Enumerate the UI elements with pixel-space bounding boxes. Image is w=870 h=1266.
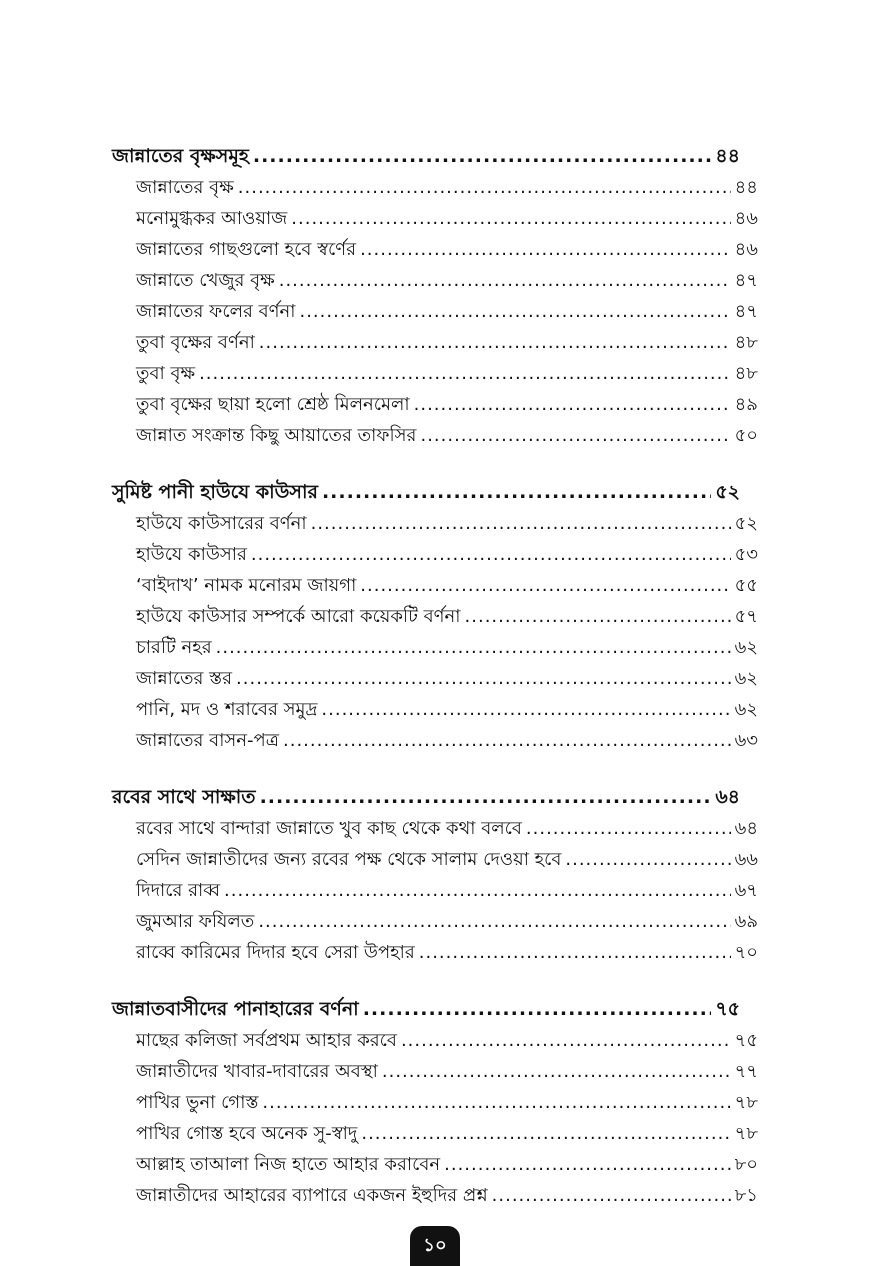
section-heading-title: জান্নাতবাসীদের পানাহারের বর্ণনা (112, 998, 359, 1020)
toc-entry-title: হাউযে কাউসার (136, 544, 247, 565)
section-heading-page: ৭৫ (715, 998, 740, 1020)
toc-entry (136, 539, 758, 570)
section-heading-title: জান্নাতের বৃক্ষসমূহ (112, 145, 249, 167)
toc-entry (136, 508, 758, 539)
dot-leader (382, 1056, 731, 1087)
toc-entry-page: ৪৬ (734, 208, 758, 229)
toc-entry-page: ৪৭ (734, 270, 758, 291)
dot-leader (291, 203, 730, 234)
section-heading (112, 994, 740, 1025)
toc-entry-title: ‘বাইদাখ’ নামক মনোরম জায়গা (136, 575, 357, 596)
dot-leader (299, 296, 730, 327)
dot-leader (361, 1118, 730, 1149)
page-number: ১০ (410, 1226, 460, 1266)
toc-entry-title: জান্নাতের ফলের বর্ণনা (136, 301, 296, 322)
toc-section (112, 141, 762, 451)
dot-leader (363, 994, 712, 1025)
dot-leader (401, 1025, 731, 1056)
section-heading (112, 141, 740, 172)
toc-entry-title: জান্নাতের গাছগুলো হবে স্বর্ণের (136, 239, 357, 260)
toc-entry (136, 172, 758, 203)
dot-leader (321, 694, 730, 725)
toc-entry (136, 937, 758, 968)
section-heading-title: সুমিষ্ট পানী হাউযে কাউসার (112, 481, 318, 503)
toc-entry (136, 1056, 758, 1087)
toc-entry-page: ৪৮ (734, 332, 758, 353)
toc-entry-page: ৬২ (734, 699, 758, 720)
toc-entry-page: ৬৪ (734, 818, 758, 839)
toc-entry-page: ৭৭ (734, 1061, 758, 1082)
toc-section (112, 782, 762, 968)
toc-entry (136, 1149, 758, 1180)
toc-entry-title: দিদারে রাব্ব (136, 880, 221, 901)
section-heading (112, 782, 740, 813)
toc-entry-title: মনোমুগ্ধকর আওয়াজ (136, 208, 288, 229)
section-heading-title: রবের সাথে সাক্ষাত (112, 786, 256, 808)
dot-leader (360, 234, 731, 265)
dot-leader (444, 1149, 730, 1180)
toc-entry-page: ৬৬ (734, 849, 758, 870)
toc-entry-title: জান্নাতীদের খাবার-দাবারের অবস্থা (136, 1061, 378, 1082)
dot-leader (311, 508, 731, 539)
toc-entry (136, 296, 758, 327)
toc-entry-title: জান্নাতীদের আহারের ব্যাপারে একজন ইহুদির প্রশ্ন (136, 1185, 488, 1206)
toc-entry-page: ৪৯ (734, 394, 758, 415)
dot-leader (465, 601, 731, 632)
toc-entry-title: রাব্বে কারিমের দিদার হবে সেরা উপহার (136, 942, 415, 963)
toc-entry-page: ৭৫ (734, 1030, 758, 1051)
toc-entry (136, 327, 758, 358)
toc-entry-page: ৬২ (734, 637, 758, 658)
toc-entry (136, 813, 758, 844)
dot-leader (565, 844, 730, 875)
toc-entry-title: মাছের কলিজা সর্বপ্রথম আহার করবে (136, 1030, 397, 1051)
toc-entry-title: জান্নাত সংক্রান্ত কিছু আয়াতের তাফসির (136, 425, 417, 446)
dot-leader (251, 539, 731, 570)
dot-leader (283, 725, 731, 756)
toc-entry (136, 1118, 758, 1149)
toc-entry-page: ৪৬ (734, 239, 758, 260)
toc-entry (136, 725, 758, 756)
toc-entry (136, 570, 758, 601)
toc-entry (136, 358, 758, 389)
section-heading-page: ৫২ (715, 481, 740, 503)
toc-entry-title: পানি, মদ ও শরাবের সমুদ্র (136, 699, 318, 720)
toc-entry (136, 1180, 758, 1211)
toc-entry-title: জান্নাতের স্তর (136, 668, 233, 689)
toc-entry-page: ৬৭ (734, 880, 758, 901)
toc-entry-page: ৫৭ (734, 606, 758, 627)
dot-leader (492, 1180, 731, 1211)
toc-entry-title: সেদিন জান্নাতীদের জন্য রবের পক্ষ থেকে সালাম দেওয়া হবে (136, 849, 562, 870)
toc-entry (136, 844, 758, 875)
dot-leader (238, 172, 731, 203)
toc-entry-page: ৬২ (734, 668, 758, 689)
toc-entry-page: ৬৯ (734, 911, 758, 932)
toc-entry (136, 694, 758, 725)
toc-entry (136, 875, 758, 906)
dot-leader (260, 782, 712, 813)
toc-entry (136, 420, 758, 451)
toc-entry-page: ৪৭ (734, 301, 758, 322)
dot-leader (279, 265, 731, 296)
toc-entry-title: হাউযে কাউসার সম্পর্কে আরো কয়েকটি বর্ণনা (136, 606, 461, 627)
section-heading-page: ৬৪ (715, 786, 740, 808)
toc-entry-page: ৭৮ (734, 1123, 758, 1144)
toc-entry-title: জান্নাতের বৃক্ষ (136, 177, 234, 198)
dot-leader (526, 813, 731, 844)
dot-leader (360, 570, 730, 601)
toc-entry-title: রবের সাথে বান্দারা জান্নাতে খুব কাছ থেকে কথা বলবে (136, 818, 522, 839)
toc-entry-page: ৫০ (734, 425, 758, 446)
toc-entry-title: তুবা বৃক্ষের বর্ণনা (136, 332, 255, 353)
toc-entry-page: ৬৩ (734, 730, 758, 751)
dot-leader (262, 1087, 730, 1118)
toc-entry-page: ৮০ (734, 1154, 758, 1175)
dot-leader (420, 420, 730, 451)
dot-leader (216, 632, 731, 663)
dot-leader (322, 477, 711, 508)
dot-leader (236, 663, 731, 694)
toc-entry-title: জান্নাতের বাসন-পত্র (136, 730, 279, 751)
dot-leader (414, 389, 731, 420)
table-of-contents (112, 141, 762, 1237)
toc-entry-title: আল্লাহ তাআলা নিজ হাতে আহার করাবেন (136, 1154, 441, 1175)
toc-entry-title: তুবা বৃক্ষ (136, 363, 196, 384)
toc-entry-title: চারটি নহর (136, 637, 212, 658)
toc-entry-title: তুবা বৃক্ষের ছায়া হলো শ্রেষ্ঠ মিলনমেলা (136, 394, 410, 415)
toc-entry (136, 601, 758, 632)
toc-entry-page: ৪৪ (734, 177, 758, 198)
dot-leader (259, 327, 731, 358)
toc-entry-title: জুমআর ফযিলত (136, 911, 255, 932)
dot-leader (224, 875, 731, 906)
toc-entry (136, 203, 758, 234)
dot-leader (199, 358, 731, 389)
section-heading (112, 477, 740, 508)
toc-entry (136, 1025, 758, 1056)
toc-section (112, 477, 762, 756)
dot-leader (258, 906, 730, 937)
toc-section (112, 994, 762, 1211)
toc-entry-page: ৮১ (734, 1185, 758, 1206)
toc-entry (136, 234, 758, 265)
toc-entry-page: ৪৮ (734, 363, 758, 384)
toc-entry (136, 389, 758, 420)
toc-entry (136, 632, 758, 663)
toc-entry (136, 265, 758, 296)
dot-leader (253, 141, 711, 172)
section-heading-page: ৪৪ (715, 145, 740, 167)
toc-entry-page: ৫২ (734, 513, 758, 534)
toc-entry-title: জান্নাতে খেজুর বৃক্ষ (136, 270, 275, 291)
toc-entry-page: ৭০ (734, 942, 758, 963)
toc-entry-title: হাউযে কাউসারের বর্ণনা (136, 513, 307, 534)
toc-entry-page: ৫৫ (734, 575, 758, 596)
toc-entry (136, 1087, 758, 1118)
toc-entry-page: ৭৮ (734, 1092, 758, 1113)
toc-entry-title: পাখির ভুনা গোস্ত (136, 1092, 259, 1113)
toc-entry (136, 663, 758, 694)
toc-entry-title: পাখির গোস্ত হবে অনেক সু-স্বাদু (136, 1123, 358, 1144)
toc-entry-page: ৫৩ (734, 544, 758, 565)
toc-entry (136, 906, 758, 937)
dot-leader (419, 937, 731, 968)
